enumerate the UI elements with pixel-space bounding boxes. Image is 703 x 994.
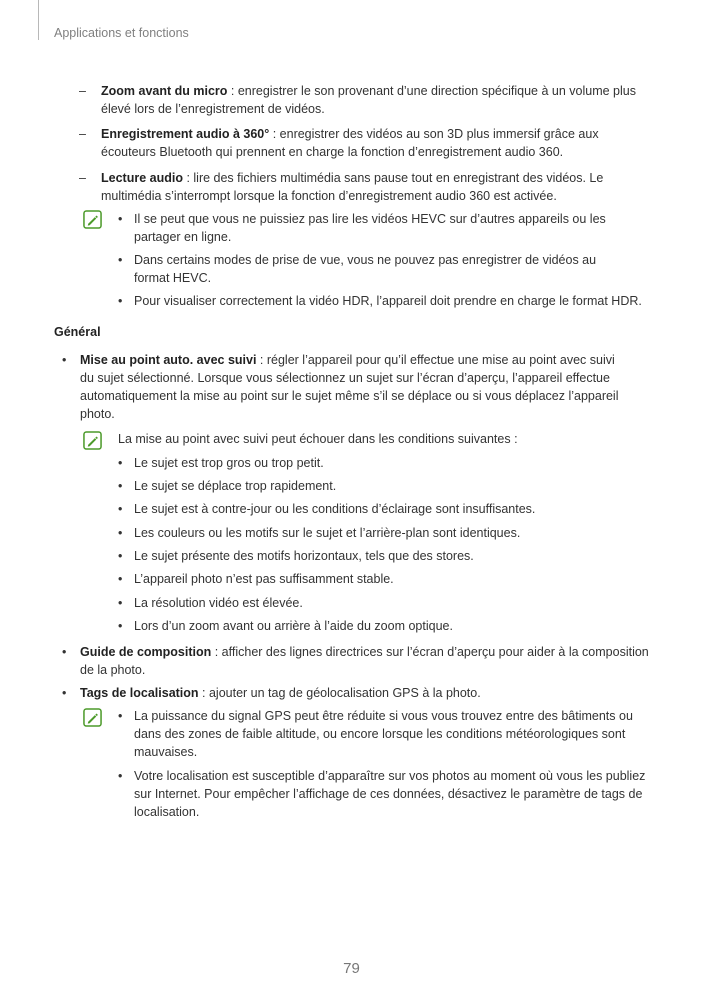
note2-item: Lors d’un zoom avant ou arrière à l’aide du zoom optique.	[134, 619, 453, 633]
note2-item: La résolution vidéo est élevée.	[134, 596, 303, 610]
dash-item-audio-360	[101, 125, 651, 161]
dash-marker: –	[79, 84, 86, 98]
bullet-marker: •	[118, 619, 123, 633]
bullet-marker: •	[118, 769, 123, 783]
bullet-marker: •	[118, 572, 123, 586]
dash-item-term: Zoom avant du micro	[101, 84, 228, 98]
bullet-marker: •	[118, 596, 123, 610]
note1-item: Pour visualiser correctement la vidéo HDR, l’appareil doit prendre en charge le format HDR.	[134, 294, 642, 308]
bullet-marker: •	[118, 294, 123, 308]
general-item-desc: : régler l’appareil pour qu’il effectue une mise au point avec suivi du sujet sélectionné. Lorsque vous sélectionnez un sujet sur l’écran d’aperçu, l’appareil effectue automatiquement la mise au point sur le sujet même s’il se déplace ou si vous déplacez l’appareil photo.	[80, 353, 619, 421]
bullet-marker: •	[118, 212, 123, 226]
general-item-tracking-af	[80, 351, 620, 423]
page-number: 79	[343, 960, 360, 977]
bullet-marker: •	[62, 686, 67, 700]
note-icon	[83, 431, 102, 450]
bullet-marker: •	[118, 502, 123, 516]
note2-item: Les couleurs ou les motifs sur le sujet et l’arrière-plan sont identiques.	[134, 526, 521, 540]
dash-item-lecture-audio	[101, 169, 621, 205]
dash-item-term: Lecture audio	[101, 171, 183, 185]
bullet-marker: •	[62, 353, 67, 367]
general-item-term: Mise au point auto. avec suivi	[80, 353, 257, 367]
note-icon	[83, 708, 102, 727]
note2-item: Le sujet est à contre-jour ou les conditions d’éclairage sont insuffisantes.	[134, 502, 536, 516]
general-item-location-tags	[80, 684, 655, 702]
note3-item: La puissance du signal GPS peut être réduite si vous vous trouvez entre des bâtiments ou dans des zones de faible altitude, ou encore lorsque les conditions météorologiques sont mauvaises.	[134, 709, 633, 759]
section-title-general: Général	[54, 325, 101, 339]
note2-item: Le sujet se déplace trop rapidement.	[134, 479, 337, 493]
bullet-marker: •	[118, 709, 123, 723]
note1-item: Il se peut que vous ne puissiez pas lire les vidéos HEVC sur d’autres appareils ou les partager en ligne.	[134, 212, 606, 244]
general-item-term: Guide de composition	[80, 645, 212, 659]
dash-item-desc: : enregistrer le son provenant d’une direction spécifique à un volume plus élevé lors de l’enregistrement de vidéos.	[101, 84, 636, 116]
bullet-marker: •	[118, 549, 123, 563]
dash-marker: –	[79, 171, 86, 185]
page-margin-rule	[38, 0, 39, 40]
dash-item-term: Enregistrement audio à 360°	[101, 127, 270, 141]
dash-marker: –	[79, 127, 86, 141]
dash-item-desc: : lire des fichiers multimédia sans pause tout en enregistrant des vidéos. Le multimédia s’interrompt lorsque la fonction d’enregistrement audio 360 est activée.	[101, 171, 604, 203]
note1-item: Dans certains modes de prise de vue, vous ne pouvez pas enregistrer de vidéos au format HEVC.	[134, 253, 597, 285]
bullet-marker: •	[118, 526, 123, 540]
general-item-desc: : ajouter un tag de géolocalisation GPS à la photo.	[198, 686, 481, 700]
bullet-marker: •	[62, 645, 67, 659]
bullet-marker: •	[118, 456, 123, 470]
dash-item-zoom-micro	[101, 82, 646, 118]
note-icon	[83, 210, 102, 229]
note2-item: Le sujet est trop gros ou trop petit.	[134, 456, 324, 470]
general-item-term: Tags de localisation	[80, 686, 199, 700]
general-item-composition-guide	[80, 643, 655, 679]
note2-intro: La mise au point avec suivi peut échouer dans les conditions suivantes :	[118, 432, 518, 446]
dash-item-desc: : enregistrer des vidéos au son 3D plus immersif grâce aux écouteurs Bluetooth qui prennent en charge la fonction d’enregistrement audio 360.	[101, 127, 599, 159]
note2-item: Le sujet présente des motifs horizontaux, tels que des stores.	[134, 549, 474, 563]
note2-item: L’appareil photo n’est pas suffisamment stable.	[134, 572, 394, 586]
bullet-marker: •	[118, 253, 123, 267]
page-header: Applications et fonctions	[54, 26, 189, 40]
bullet-marker: •	[118, 479, 123, 493]
general-item-desc: : afficher des lignes directrices sur l’écran d’aperçu pour aider à la composition de la photo.	[80, 645, 649, 677]
note3-item: Votre localisation est susceptible d’apparaître sur vos photos au moment où vous les publiez sur Internet. Pour empêcher l’affichage de ces données, désactivez le paramètre de tags de localisation.	[134, 769, 646, 819]
